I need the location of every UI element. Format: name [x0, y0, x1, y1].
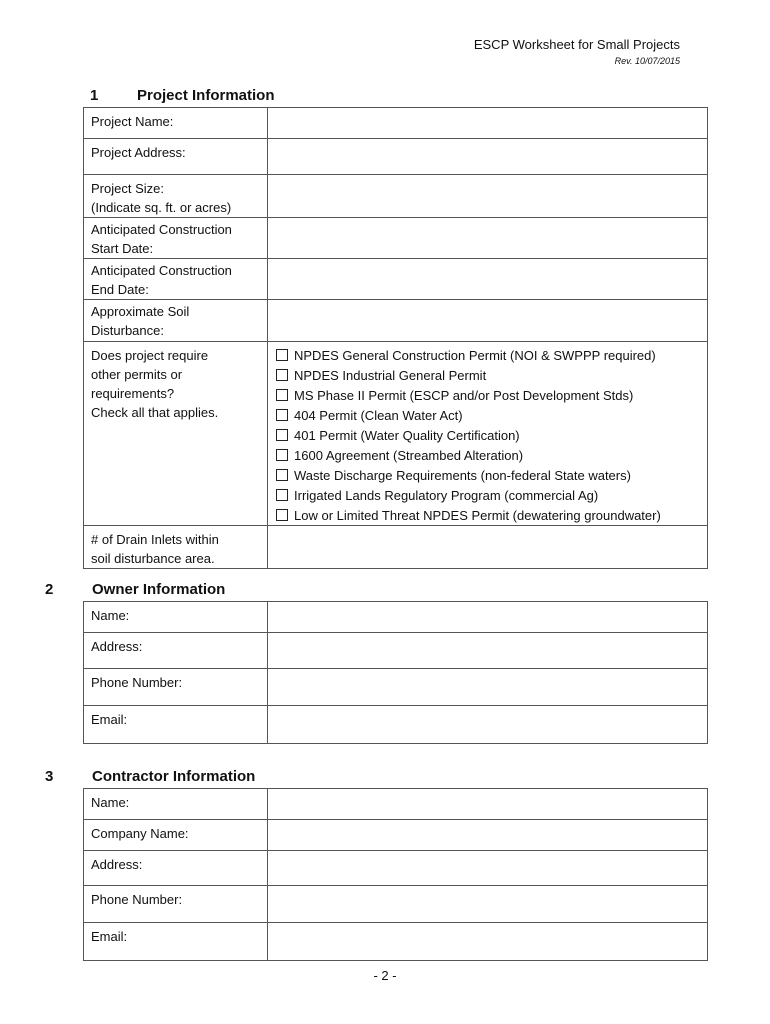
checkbox-item[interactable]: [276, 385, 699, 405]
permits-checklist: [268, 342, 707, 525]
checkbox-item[interactable]: [276, 345, 699, 365]
field-label: Does project require other permits or requirements? Check all that applies.: [84, 342, 268, 526]
checkbox-item[interactable]: [276, 485, 699, 505]
field-label: Company Name:: [84, 820, 268, 851]
field-label: Address:: [84, 633, 268, 669]
table-row: [84, 300, 708, 342]
owner-phone-input[interactable]: [268, 671, 707, 686]
checkbox[interactable]: [276, 489, 288, 501]
table-row: [84, 259, 708, 300]
field-label: Anticipated Construction End Date:: [84, 259, 268, 300]
section-3-title: Contractor Information: [92, 768, 256, 785]
checkbox-item[interactable]: [276, 445, 699, 465]
drain-inlets-input[interactable]: [268, 528, 707, 543]
page-number: - 2 -: [373, 968, 397, 983]
table-row: [84, 923, 708, 961]
table-row: [84, 886, 708, 923]
field-label: Project Address:: [84, 139, 268, 175]
checkbox-item[interactable]: [276, 505, 699, 525]
checkbox-label: NPDES General Construction Permit (NOI & SWPPP required): [294, 347, 656, 363]
field-label: Project Size: (Indicate sq. ft. or acres): [84, 175, 268, 218]
table-row: [84, 175, 708, 218]
field-label: Email:: [84, 923, 268, 961]
project-size-input[interactable]: [268, 177, 707, 192]
table-row: [84, 669, 708, 706]
end-date-input[interactable]: [268, 261, 707, 276]
checkbox-item[interactable]: [276, 465, 699, 485]
field-label: Phone Number:: [84, 886, 268, 923]
field-label: Name:: [84, 789, 268, 820]
contractor-email-input[interactable]: [268, 925, 707, 940]
table-row: [84, 633, 708, 669]
owner-address-input[interactable]: [268, 635, 707, 650]
project-address-input[interactable]: [268, 141, 707, 156]
table-row: [84, 108, 708, 139]
checkbox[interactable]: [276, 369, 288, 381]
checkbox-label: 1600 Agreement (Streambed Alteration): [294, 447, 524, 463]
field-label: Name:: [84, 602, 268, 633]
table-row: [84, 218, 708, 259]
checkbox[interactable]: [276, 469, 288, 481]
table-row: [84, 789, 708, 820]
table-row: [84, 526, 708, 569]
field-label: Email:: [84, 706, 268, 744]
checkbox[interactable]: [276, 389, 288, 401]
checkbox[interactable]: [276, 349, 288, 361]
checkbox[interactable]: [276, 509, 288, 521]
checkbox-label: Irrigated Lands Regulatory Program (commercial Ag): [294, 487, 599, 503]
contractor-address-input[interactable]: [268, 853, 707, 868]
checkbox-label: NPDES Industrial General Permit: [294, 367, 487, 383]
checkbox[interactable]: [276, 409, 288, 421]
owner-information-table: [83, 601, 708, 744]
checkbox-item[interactable]: [276, 365, 699, 385]
checkbox-label: 404 Permit (Clean Water Act): [294, 407, 463, 423]
section-2-title: Owner Information: [92, 581, 226, 598]
table-row: [84, 602, 708, 633]
table-row: [84, 706, 708, 744]
document-title: ESCP Worksheet for Small Projects: [473, 37, 680, 52]
field-label: Address:: [84, 851, 268, 886]
project-name-input[interactable]: [268, 110, 707, 125]
section-2-number: 2: [45, 581, 54, 598]
section-3-number: 3: [45, 768, 54, 785]
owner-name-input[interactable]: [268, 604, 707, 619]
company-name-input[interactable]: [268, 822, 707, 837]
project-information-table: [83, 107, 708, 569]
contractor-phone-input[interactable]: [268, 888, 707, 903]
checkbox-label: 401 Permit (Water Quality Certification): [294, 427, 520, 443]
field-label: Anticipated Construction Start Date:: [84, 218, 268, 259]
contractor-name-input[interactable]: [268, 791, 707, 806]
table-row: [84, 139, 708, 175]
checkbox-item[interactable]: [276, 405, 699, 425]
start-date-input[interactable]: [268, 220, 707, 235]
revision-date: Rev. 10/07/2015: [614, 56, 680, 66]
checkbox-label: Low or Limited Threat NPDES Permit (dewatering groundwater): [294, 507, 661, 523]
checkbox-label: MS Phase II Permit (ESCP and/or Post Development Stds): [294, 387, 634, 403]
checkbox[interactable]: [276, 429, 288, 441]
checkbox[interactable]: [276, 449, 288, 461]
contractor-information-table: [83, 788, 708, 961]
section-1-title: Project Information: [137, 87, 275, 104]
soil-disturbance-input[interactable]: [268, 302, 707, 317]
field-label: Project Name:: [84, 108, 268, 139]
field-label: Approximate Soil Disturbance:: [84, 300, 268, 342]
checkbox-item[interactable]: [276, 425, 699, 445]
field-label: Phone Number:: [84, 669, 268, 706]
table-row: [84, 342, 708, 526]
field-label: # of Drain Inlets within soil disturbance area.: [84, 526, 268, 569]
table-row: [84, 851, 708, 886]
section-1-number: 1: [90, 87, 99, 104]
checkbox-label: Waste Discharge Requirements (non-federal State waters): [294, 467, 631, 483]
owner-email-input[interactable]: [268, 708, 707, 723]
table-row: [84, 820, 708, 851]
